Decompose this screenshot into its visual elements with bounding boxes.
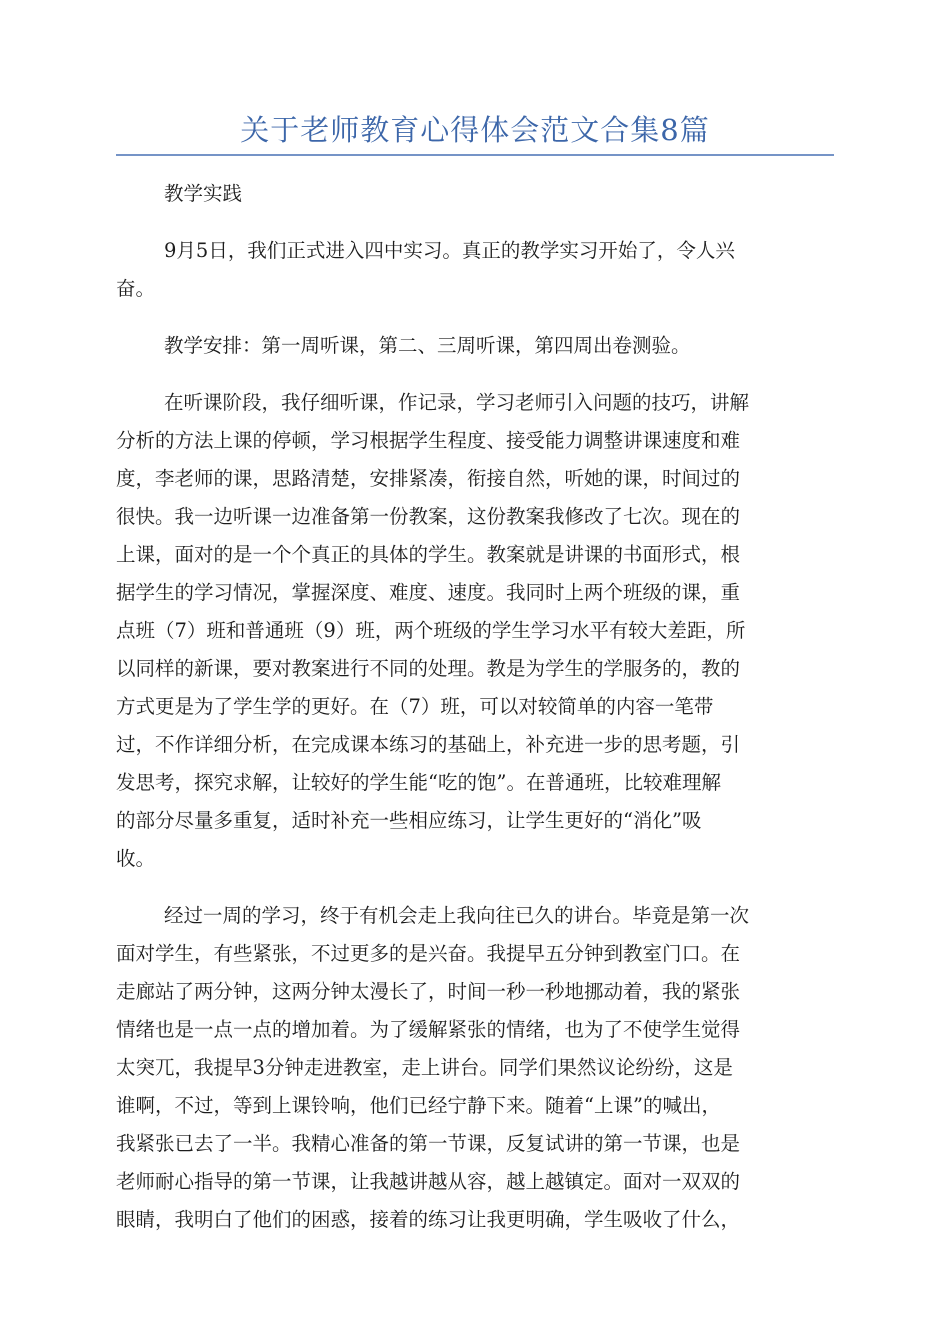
text-line: 我紧张已去了一半。我精心准备的第一节课，反复试讲的第一节课，也是 [116, 1132, 741, 1155]
text-line: 的部分尽量多重复，适时补充一些相应练习，让学生更好的“消化”吸 [116, 809, 702, 832]
text-line: 方式更是为了学生学的更好。在（7）班，可以对较简单的内容一笔带 [116, 695, 714, 718]
text-line: 走廊站了两分钟，这两分钟太漫长了，时间一秒一秒地挪动着，我的紧张 [116, 980, 741, 1003]
paragraph-first-lesson [116, 897, 834, 1239]
paragraph-start-date [116, 232, 834, 308]
paragraph-observation [116, 384, 834, 878]
text-line: 9月5日，我们正式进入四中实习。真正的教学实习开始了，令人兴 [164, 239, 735, 262]
document-title: 关于老师教育心得体会范文合集8篇 [240, 113, 710, 147]
text-line: 点班（7）班和普通班（9）班，两个班级的学生学习水平有较大差距，所 [116, 619, 746, 642]
text-line: 很快。我一边听课一边准备第一份教案，这份教案我修改了七次。现在的 [116, 505, 741, 528]
text-line: 情绪也是一点一点的增加着。为了缓解紧张的情绪，也为了不使学生觉得 [116, 1018, 741, 1041]
text-line: 上课，面对的是一个个真正的具体的学生。教案就是讲课的书面形式，根 [116, 543, 741, 566]
paragraph-practice-heading [116, 175, 834, 213]
text-line: 以同样的新课，要对教案进行不同的处理。教是为学生的学服务的，教的 [116, 657, 741, 680]
text-line: 发思考，探究求解，让较好的学生能“吃的饱”。在普通班，比较难理解 [116, 771, 721, 794]
text-line: 过，不作详细分析，在完成课本练习的基础上，补充进一步的思考题，引 [116, 733, 741, 756]
text-line: 在听课阶段，我仔细听课，作记录，学习老师引入问题的技巧，讲解 [164, 391, 750, 414]
document-body [116, 175, 834, 1258]
text-line: 度，李老师的课，思路清楚，安排紧凑，衔接自然，听她的课，时间过的 [116, 467, 741, 490]
paragraph-schedule [116, 327, 834, 365]
text-line: 教学实践 [164, 182, 243, 205]
text-line: 奋。 [116, 277, 156, 300]
text-line: 据学生的学习情况，掌握深度、难度、速度。我同时上两个班级的课，重 [116, 581, 741, 604]
text-line: 收。 [116, 847, 156, 870]
text-line: 分析的方法上课的停顿，学习根据学生程度、接受能力调整讲课速度和难 [116, 429, 741, 452]
text-line: 谁啊，不过，等到上课铃响，他们已经宁静下来。随着“上课”的喊出， [116, 1094, 721, 1117]
text-line: 老师耐心指导的第一节课，让我越讲越从容，越上越镇定。面对一双双的 [116, 1170, 741, 1193]
title-underline [116, 154, 834, 156]
text-line: 经过一周的学习，终于有机会走上我向往已久的讲台。毕竟是第一次 [164, 904, 750, 927]
text-line: 眼睛，我明白了他们的困惑，接着的练习让我更明确，学生吸收了什么， [116, 1208, 741, 1231]
text-line: 太突兀，我提早3分钟走进教室，走上讲台。同学们果然议论纷纷，这是 [116, 1056, 733, 1079]
text-line: 面对学生，有些紧张，不过更多的是兴奋。我提早五分钟到教室门口。在 [116, 942, 741, 965]
text-line: 教学安排：第一周听课，第二、三周听课，第四周出卷测验。 [164, 334, 691, 357]
